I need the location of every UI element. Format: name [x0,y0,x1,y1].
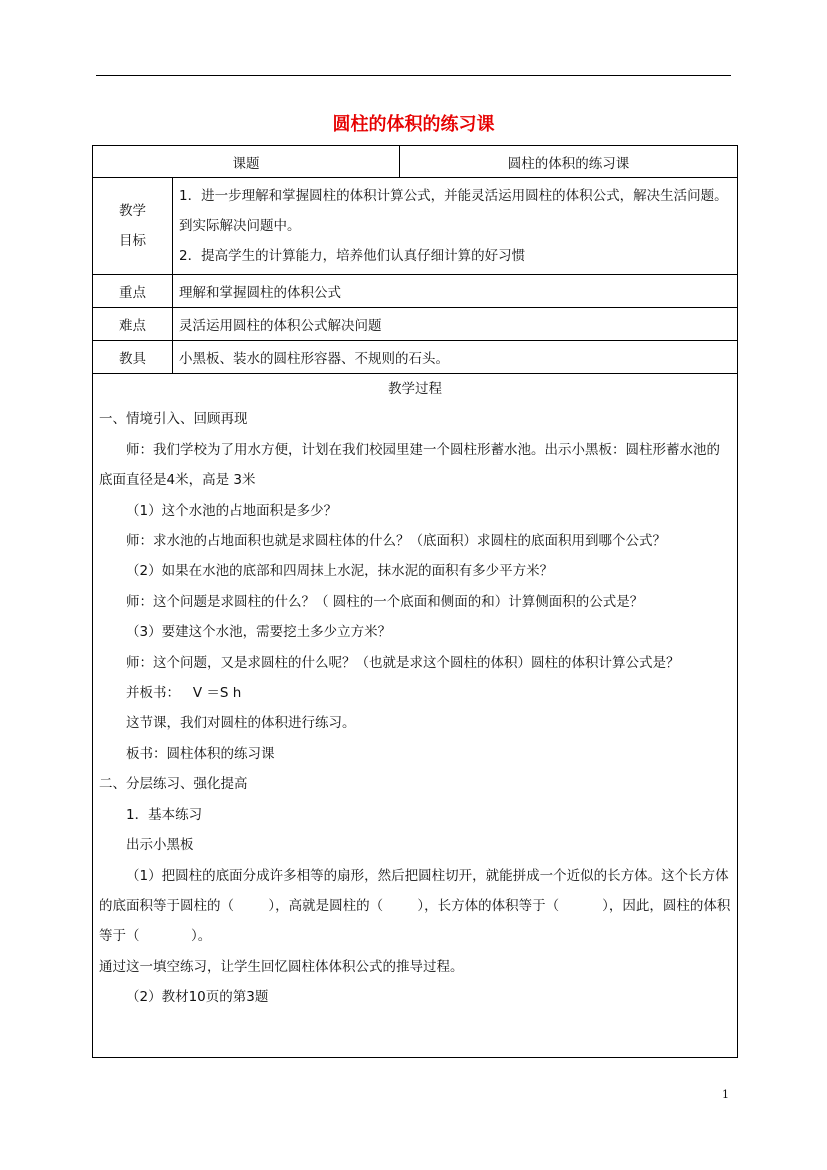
topic-value: 圆柱的体积的练习课 [400,146,738,178]
process-paragraph: 1．基本练习 [126,806,203,823]
materials-value: 小黑板、装水的圆柱形容器、不规则的石头。 [173,341,738,374]
difficulty-row [93,308,738,341]
section-heading: 一、情境引入、回顾再现 [99,411,248,428]
topic-row [93,146,738,178]
key-point-row [93,275,738,308]
document-title: 圆柱的体积的练习课 [332,114,495,135]
goals-label [93,178,173,275]
goal-item: 1．进一步理解和掌握圆柱的体积计算公式，并能灵活运用圆柱的体积公式，解决生活问题。到实际解决问题中。 [179,188,728,234]
materials-label: 教具 [93,341,173,374]
process-paragraph: 板书：圆柱体积的练习课 [126,745,275,762]
process-paragraph: 通过这一填空练习，让学生回忆圆柱体体积公式的推导过程。 [99,958,464,975]
difficulty-label: 难点 [93,308,173,341]
process-paragraph: 师：求水池的占地面积也就是求圆柱体的什么？（底面积）求圆柱的底面积用到哪个公式？ [126,533,666,550]
process-paragraph: 这节课，我们对圆柱的体积进行练习。 [126,715,356,732]
goal-item: 2．提高学生的计算能力，培养他们认真仔细计算的好习惯 [179,248,526,264]
goals-label-line-2: 目标 [119,233,146,249]
process-content [93,374,738,1058]
process-paragraph: 出示小黑板 [126,837,194,854]
process-paragraph: 师：我们学校为了用水方便，计划在我们校园里建一个圆柱形蓄水池。出示小黑板：圆柱形蓄水池的底面直径是4米，高是 3米 [99,441,720,489]
goals-label-line-1: 教学 [119,203,146,219]
materials-row [93,341,738,374]
process-row [93,374,738,1058]
topic-label: 课题 [93,146,400,178]
process-paragraph: （1）这个水池的占地面积是多少？ [126,502,338,519]
process-paragraph: （2）如果在水池的底部和四周抹上水泥，抹水泥的面积有多少平方米？ [126,563,554,580]
fill-in-exercise: （1）把圆柱的底面分成许多相等的扇形，然后把圆柱切开，就能拼成一个近似的长方体。这个长方体的底面积等于圆柱的（ ），高就是圆柱的（ ），长方体的体积等于（ ），因此，圆柱的体积等于（ ）。 [99,867,731,945]
section-heading: 二、分层练习、强化提高 [99,776,248,793]
key-point-label: 重点 [93,275,173,308]
board-formula: 并板书： V ＝S h [126,685,242,702]
difficulty-value: 灵活运用圆柱的体积公式解决问题 [173,308,738,341]
process-paragraph: 师：这个问题是求圆柱的什么？（ 圆柱的一个底面和侧面的和）计算侧面积的公式是？ [126,593,644,610]
process-paragraph: （3）要建这个水池，需要挖土多少立方米？ [126,624,392,641]
goals-row [93,178,738,275]
goals-content [173,178,738,275]
key-point-value: 理解和掌握圆柱的体积公式 [173,275,738,308]
process-paragraph: （2）教材10页的第3题 [126,989,269,1006]
header-rule [96,75,731,76]
page-number: 1 [722,1088,729,1101]
lesson-plan-table [92,145,738,1058]
process-heading: 教学过程 [388,381,442,397]
process-paragraph: 师：这个问题，又是求圆柱的什么呢？（也就是求这个圆柱的体积）圆柱的体积计算公式是？ [126,654,680,671]
